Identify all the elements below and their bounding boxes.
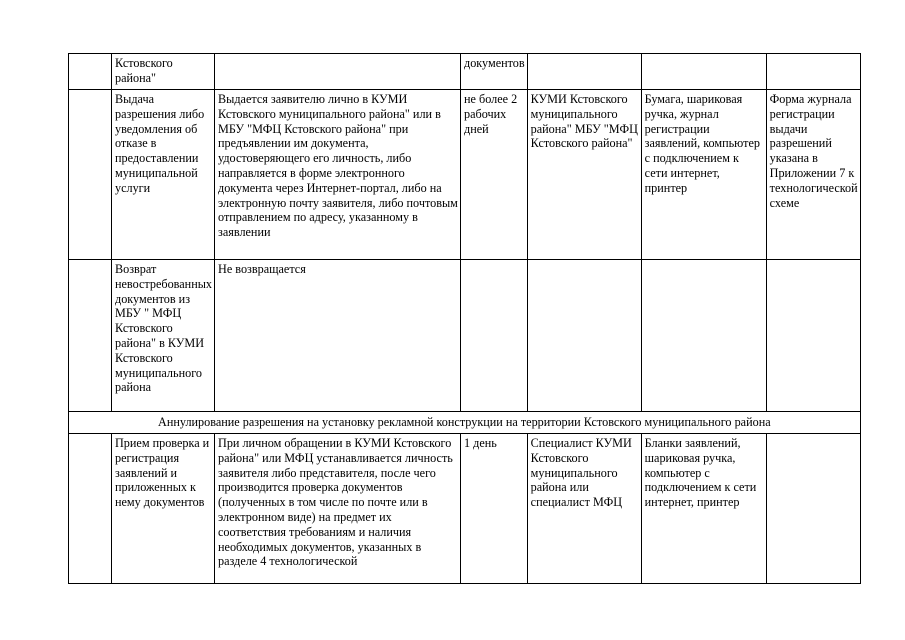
step-description-cell: Не возвращается (215, 260, 461, 412)
table-row (69, 260, 861, 412)
executor-cell (527, 260, 641, 412)
executor-cell (527, 54, 641, 90)
table-row (69, 90, 861, 260)
row-number-cell (69, 54, 112, 90)
step-name-cell: Кстовского района" (112, 54, 215, 90)
step-description-cell (215, 54, 461, 90)
section-header-row (69, 412, 861, 434)
table-body (69, 54, 861, 584)
step-name-cell: Выдача разрешения либо уведомления об отказе в предоставлении муниципальной услуги (112, 90, 215, 260)
duration-cell (461, 260, 528, 412)
resources-cell: Бланки заявлений, шариковая ручка, компьютер с подключением к сети интернет, принтер (641, 434, 766, 584)
row-number-cell (69, 434, 112, 584)
procedure-table (68, 53, 861, 584)
forms-cell (766, 434, 860, 584)
row-number-cell (69, 90, 112, 260)
step-name-cell: Возврат невостребованных документов из МБУ " МФЦ Кстовского района" в КУМИ Кстовского муниципального района (112, 260, 215, 412)
forms-cell: Форма журнала регистрации выдачи разрешений указана в Приложении 7 к технологической схеме (766, 90, 860, 260)
row-number-cell (69, 260, 112, 412)
table-row (69, 54, 861, 90)
duration-cell: не более 2 рабочих дней (461, 90, 528, 260)
executor-cell: Специалист КУМИ Кстовского муниципального района или специалист МФЦ (527, 434, 641, 584)
resources-cell: Бумага, шариковая ручка, журнал регистрации заявлений, компьютер с подключением к сети интернет, принтер (641, 90, 766, 260)
section-title: Аннулирование разрешения на установку рекламной конструкции на территории Кстовского муниципального района (69, 412, 861, 434)
executor-cell: КУМИ Кстовского муниципального района" МБУ "МФЦ Кстовского района" (527, 90, 641, 260)
resources-cell (641, 54, 766, 90)
step-description-cell: Выдается заявителю лично в КУМИ Кстовского муниципального района" или в МБУ "МФЦ Кстовского района" при предъявлении им документа, удостоверяющего его личность, либо направляется в форме электронного документа через Интернет-портал, либо на электронную почту заявителя, либо почтовым отправлением по адресу, указанному в заявлении (215, 90, 461, 260)
step-description-cell: При личном обращении в КУМИ Кстовского района" или МФЦ устанавливается личность заявителя либо представителя, после чего производится проверка документов (полученных в том числе по почте или в электронном виде) на предмет их соответствия требованиям и наличия необходимых документов, указанных в разделе 4 технологической (215, 434, 461, 584)
resources-cell (641, 260, 766, 412)
duration-cell: документов (461, 54, 528, 90)
table-row (69, 434, 861, 584)
forms-cell (766, 260, 860, 412)
duration-cell: 1 день (461, 434, 528, 584)
step-name-cell: Прием проверка и регистрация заявлений и приложенных к нему документов (112, 434, 215, 584)
forms-cell (766, 54, 860, 90)
